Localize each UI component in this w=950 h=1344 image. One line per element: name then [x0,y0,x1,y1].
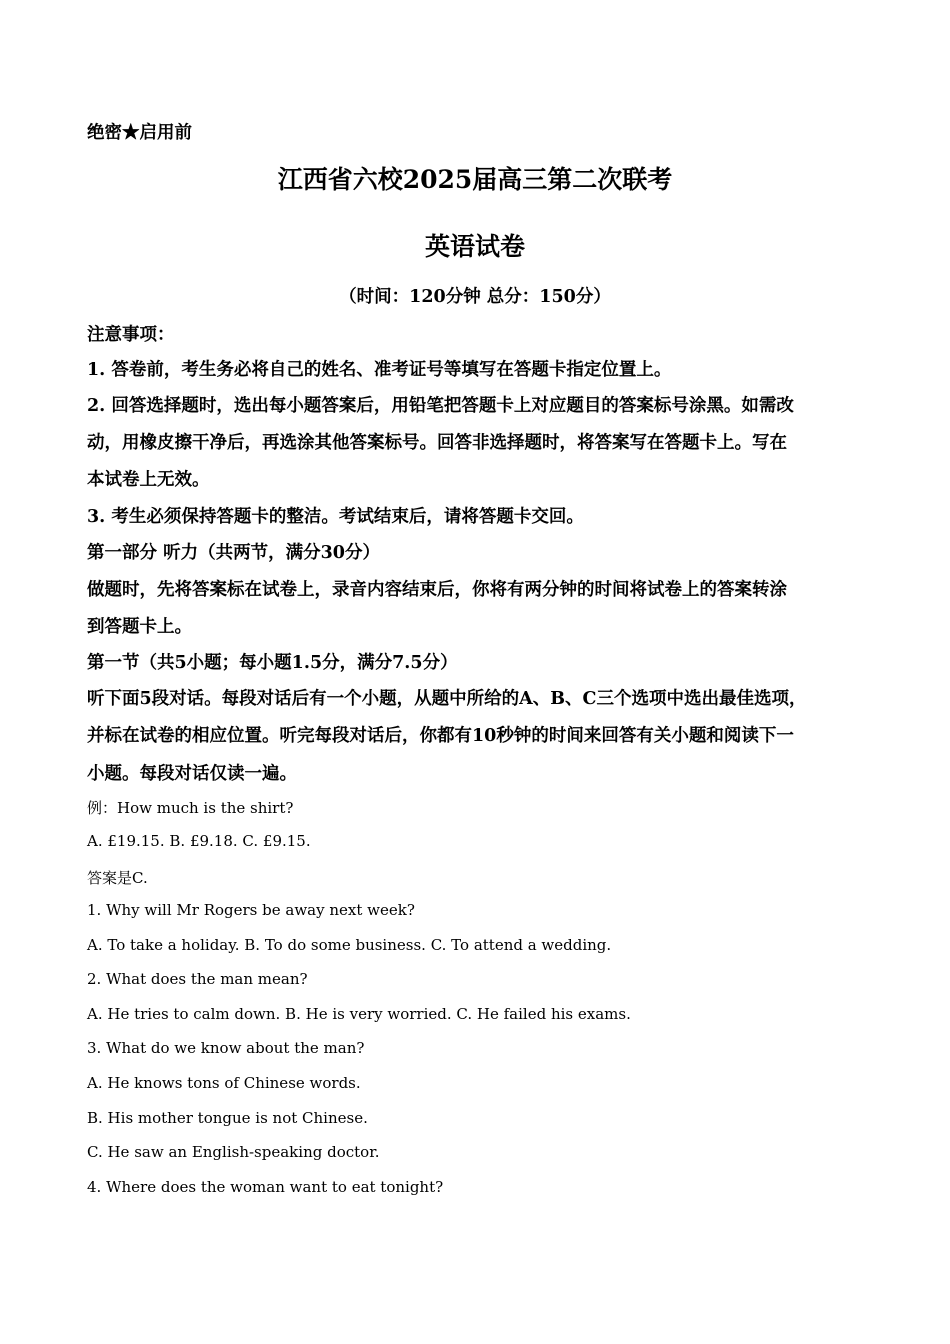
notes-heading: 注意事项： [87,325,175,345]
question-3-option-b: B. His mother tongue is not Chinese. [87,1109,368,1127]
part1-instruction-line-1: 做题时，先将答案标在试卷上，录音内容结束后，你将有两分钟的时间将试卷上的答案转涂 [87,580,787,600]
question-1: 1. Why will Mr Rogers be away next week? [87,901,415,919]
example-answer: 答案是C. [87,869,148,887]
question-3: 3. What do we know about the man? [87,1039,365,1057]
part1-instruction-line-2: 到答题卡上。 [87,617,192,637]
question-3-option-c: C. He saw an English-speaking doctor. [87,1143,380,1161]
note-item-2-line-1: 2. 回答选择题时，选出每小题答案后，用铅笔把答题卡上对应题目的答案标号涂黑。如需改 [87,396,794,416]
section1-instruction-line-1: 听下面5段对话。每段对话后有一个小题，从题中所给的A、B、C三个选项中选出最佳选项， [87,689,807,709]
question-2: 2. What does the man mean? [87,970,308,988]
note-item-1: 1. 答卷前，考生务必将自己的姓名、准考证号等填写在答题卡指定位置上。 [87,360,672,380]
example-options: A. £19.15. B. £9.18. C. £9.15. [87,832,311,850]
note-item-2-line-3: 本试卷上无效。 [87,470,210,490]
secret-mark: 绝密★启用前 [87,123,192,143]
exam-title: 江西省六校2025届高三第二次联考 [277,165,673,194]
question-1-options: A. To take a holiday. B. To do some business. C. To attend a wedding. [87,936,612,954]
question-2-options: A. He tries to calm down. B. He is very worried. C. He failed his exams. [87,1005,631,1023]
example-question: 例：How much is the shirt? [87,799,294,817]
question-4: 4. Where does the woman want to eat tonight? [87,1178,444,1196]
note-item-3: 3. 考生必须保持答题卡的整洁。考试结束后，请将答题卡交回。 [87,507,584,527]
part1-heading: 第一部分 听力（共两节，满分30分） [87,543,380,563]
note-item-2-line-2: 动，用橡皮擦干净后，再选涂其他答案标号。回答非选择题时，将答案写在答题卡上。写在 [87,433,787,453]
section1-heading: 第一节（共5小题；每小题1.5分，满分7.5分） [87,653,458,673]
section1-instruction-line-2: 并标在试卷的相应位置。听完每段对话后，你都有10秒钟的时间来回答有关小题和阅读下一 [87,726,794,746]
exam-subtitle: 英语试卷 [424,232,525,261]
time-info: （时间：120分钟 总分：150分） [339,287,611,307]
section1-instruction-line-3: 小题。每段对话仅读一遍。 [87,764,297,784]
question-3-option-a: A. He knows tons of Chinese words. [87,1074,361,1092]
